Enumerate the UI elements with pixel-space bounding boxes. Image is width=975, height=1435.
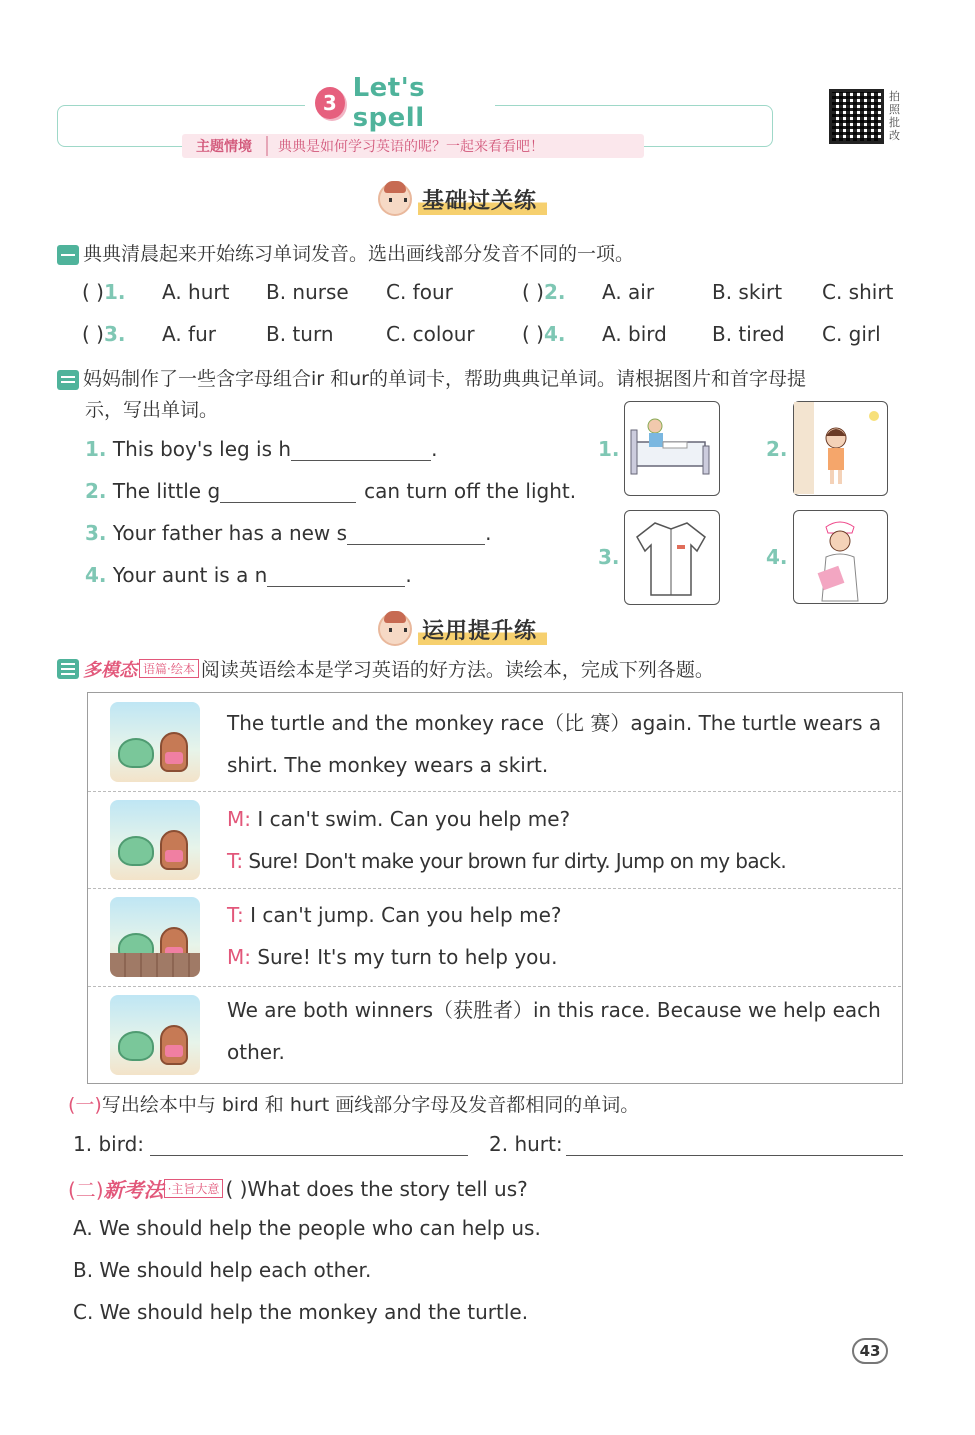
sub2-question-text[interactable]: ( )What does the story tell us? (225, 1176, 528, 1201)
sub1-instruction (68, 1090, 639, 1117)
pic-label-3: 3. (598, 545, 620, 569)
q1-item-1-a: A. hurt (162, 280, 230, 304)
q2-item-3 (85, 521, 491, 545)
story-4-text (227, 989, 881, 1073)
q2-instruction (57, 364, 806, 391)
q1-item-4-a: A. bird (602, 322, 667, 346)
item-number: 3. (103, 322, 126, 346)
theme-tag: 主题情境 (182, 136, 268, 156)
story-1-line1: The turtle and the monkey race（比 赛）again. The turtle wears a (227, 711, 882, 735)
q1-item-1-b: B. nurse (266, 280, 349, 304)
q3-tag-sub: 语篇·绘本 (139, 659, 199, 678)
q2-item-2 (85, 479, 576, 503)
answer-paren[interactable]: ( ) (82, 322, 104, 346)
story-2-text (227, 798, 786, 882)
pic-label-1: 1. (598, 437, 620, 461)
item-number: 1. (85, 437, 107, 461)
sub1-item-1 (73, 1132, 144, 1156)
bed-icon (625, 402, 718, 494)
theme-text: 典典是如何学习英语的呢？一起来看看吧！ (278, 139, 544, 155)
kid-mascot-icon (378, 612, 412, 646)
swim-illustration (110, 800, 200, 880)
sub2-option-b: B. We should help each other. (73, 1258, 372, 1282)
sub1-item-2-label: 2. hurt: (489, 1132, 563, 1156)
theme-bar (182, 134, 644, 158)
story-3-text (227, 894, 561, 978)
q1-item-3-c: C. colour (386, 322, 475, 346)
q3-number-icon (57, 659, 79, 679)
q3-instruction-text: 阅读英语绘本是学习英语的好方法。读绘本，完成下列各题。 (200, 659, 714, 681)
sub1-item-1-label: 1. bird: (73, 1132, 144, 1156)
sentence-after: . (431, 437, 438, 461)
item-number: 3. (85, 521, 107, 545)
sub2-tag-sub: ·主旨大意 (164, 1179, 224, 1198)
section-advanced-title: 运用提升练 (418, 614, 547, 645)
girl-icon (794, 402, 886, 494)
page-number: 43 (852, 1338, 888, 1364)
q1-instruction (57, 239, 634, 266)
q1-item-2-a: A. air (602, 280, 655, 304)
speaker-label: M: (227, 945, 251, 969)
sentence-before: This boy's leg is h (112, 437, 292, 461)
item-number: 4. (85, 563, 107, 587)
story-row-2 (88, 792, 901, 889)
item-number: 1. (103, 280, 126, 304)
story-2-line1: I can't swim. Can you help me? (257, 807, 571, 831)
item-number: 4. (543, 322, 566, 346)
answer-paren[interactable]: ( ) (522, 322, 544, 346)
q3-tag: 多模态 (83, 659, 137, 681)
q2-item-1 (85, 437, 437, 461)
story-1-text (227, 702, 881, 786)
q1-item-2-b: B. skirt (712, 280, 783, 304)
sub2-label: (二) (68, 1178, 104, 1202)
sub2-question (68, 1174, 528, 1203)
sub2-tag: 新考法 (103, 1178, 164, 1202)
section-basic-title: 基础过关练 (418, 184, 547, 215)
story-row-4 (88, 987, 901, 1083)
speaker-label: T: (227, 903, 244, 927)
q1-item-4 (522, 322, 565, 346)
nurse-icon (794, 511, 886, 602)
finish-illustration (110, 995, 200, 1075)
shirt-icon (625, 511, 718, 603)
story-1-line2: shirt. The monkey wears a skirt. (227, 753, 549, 777)
q1-item-2 (522, 280, 565, 304)
q1-item-3-b: B. turn (266, 322, 334, 346)
q1-item-4-b: B. tired (712, 322, 785, 346)
story-row-1 (88, 693, 901, 792)
sentence-after: . (485, 521, 492, 545)
answer-paren[interactable]: ( ) (522, 280, 544, 304)
sub1-instruction-text: 写出绘本中与 bird 和 hurt 画线部分字母及发音都相同的单词。 (101, 1094, 640, 1116)
story-4-line1: We are both winners（获胜者）in this race. Because we help each (227, 998, 881, 1022)
story-panel (87, 692, 903, 1084)
story-3-line2: Sure! It's my turn to help you. (257, 945, 558, 969)
q1-number-icon (57, 245, 79, 265)
q1-item-2-c: C. shirt (822, 280, 894, 304)
girl-light-switch-picture (793, 401, 888, 496)
q1-item-1-c: C. four (386, 280, 453, 304)
answer-blank[interactable] (347, 523, 485, 545)
bird-answer-blank[interactable] (150, 1134, 468, 1156)
pic-label-4: 4. (766, 545, 788, 569)
unit-number-badge: 3 (315, 87, 345, 119)
story-2-line2: Sure! Don't make your brown fur dirty. Jump on my back. (248, 849, 787, 873)
sentence-before: Your father has a new s (112, 521, 348, 545)
answer-blank[interactable] (220, 481, 356, 503)
answer-paren[interactable]: ( ) (82, 280, 104, 304)
unit-title (305, 73, 495, 133)
qr-code-icon[interactable] (829, 89, 884, 144)
jump-illustration (110, 897, 200, 977)
sentence-after: . (405, 563, 412, 587)
sub2-option-a: A. We should help the people who can help us. (73, 1216, 541, 1240)
sentence-before: Your aunt is a n (112, 563, 268, 587)
q1-item-1 (82, 280, 125, 304)
race-illustration (110, 702, 200, 782)
shirt-picture (624, 510, 720, 605)
q1-item-4-c: C. girl (822, 322, 881, 346)
speaker-label: M: (227, 807, 251, 831)
kid-mascot-icon (378, 182, 412, 216)
item-number: 2. (543, 280, 566, 304)
qr-label: 拍照批改 (889, 90, 900, 142)
q2-instruction-line2: 示，写出单词。 (85, 399, 219, 421)
q1-item-3 (82, 322, 125, 346)
story-3-line1: I can't jump. Can you help me? (250, 903, 562, 927)
boy-in-bed-picture (624, 401, 720, 496)
q1-instruction-text: 典典清晨起来开始练习单词发音。选出画线部分发音不同的一项。 (83, 243, 635, 265)
q2-number-icon (57, 370, 79, 390)
answer-blank[interactable] (267, 565, 405, 587)
story-row-3 (88, 889, 901, 987)
q2-instruction-line1: 妈妈制作了一些含字母组合ir 和ur的单词卡，帮助典典记单词。请根据图片和首字母提 (83, 368, 806, 390)
item-number: 2. (85, 479, 107, 503)
unit-title-text: Let's spell (352, 73, 426, 133)
sentence-after: can turn off the light. (364, 479, 577, 503)
speaker-label: T: (227, 849, 243, 873)
sub2-option-c: C. We should help the monkey and the turtle. (73, 1300, 529, 1324)
q2-item-4 (85, 563, 412, 587)
q3-instruction (57, 655, 714, 682)
sentence-before: The little g (112, 479, 221, 503)
pic-label-2: 2. (766, 437, 788, 461)
sub1-label: (一) (68, 1094, 102, 1116)
nurse-picture (793, 510, 888, 604)
q1-item-3-a: A. fur (162, 322, 216, 346)
hurt-answer-blank[interactable] (566, 1134, 903, 1156)
story-4-line2: other. (227, 1040, 285, 1064)
section-basic-heading (378, 182, 547, 216)
sub1-item-2 (489, 1132, 563, 1156)
section-advanced-heading (378, 612, 547, 646)
answer-blank[interactable] (291, 439, 431, 461)
